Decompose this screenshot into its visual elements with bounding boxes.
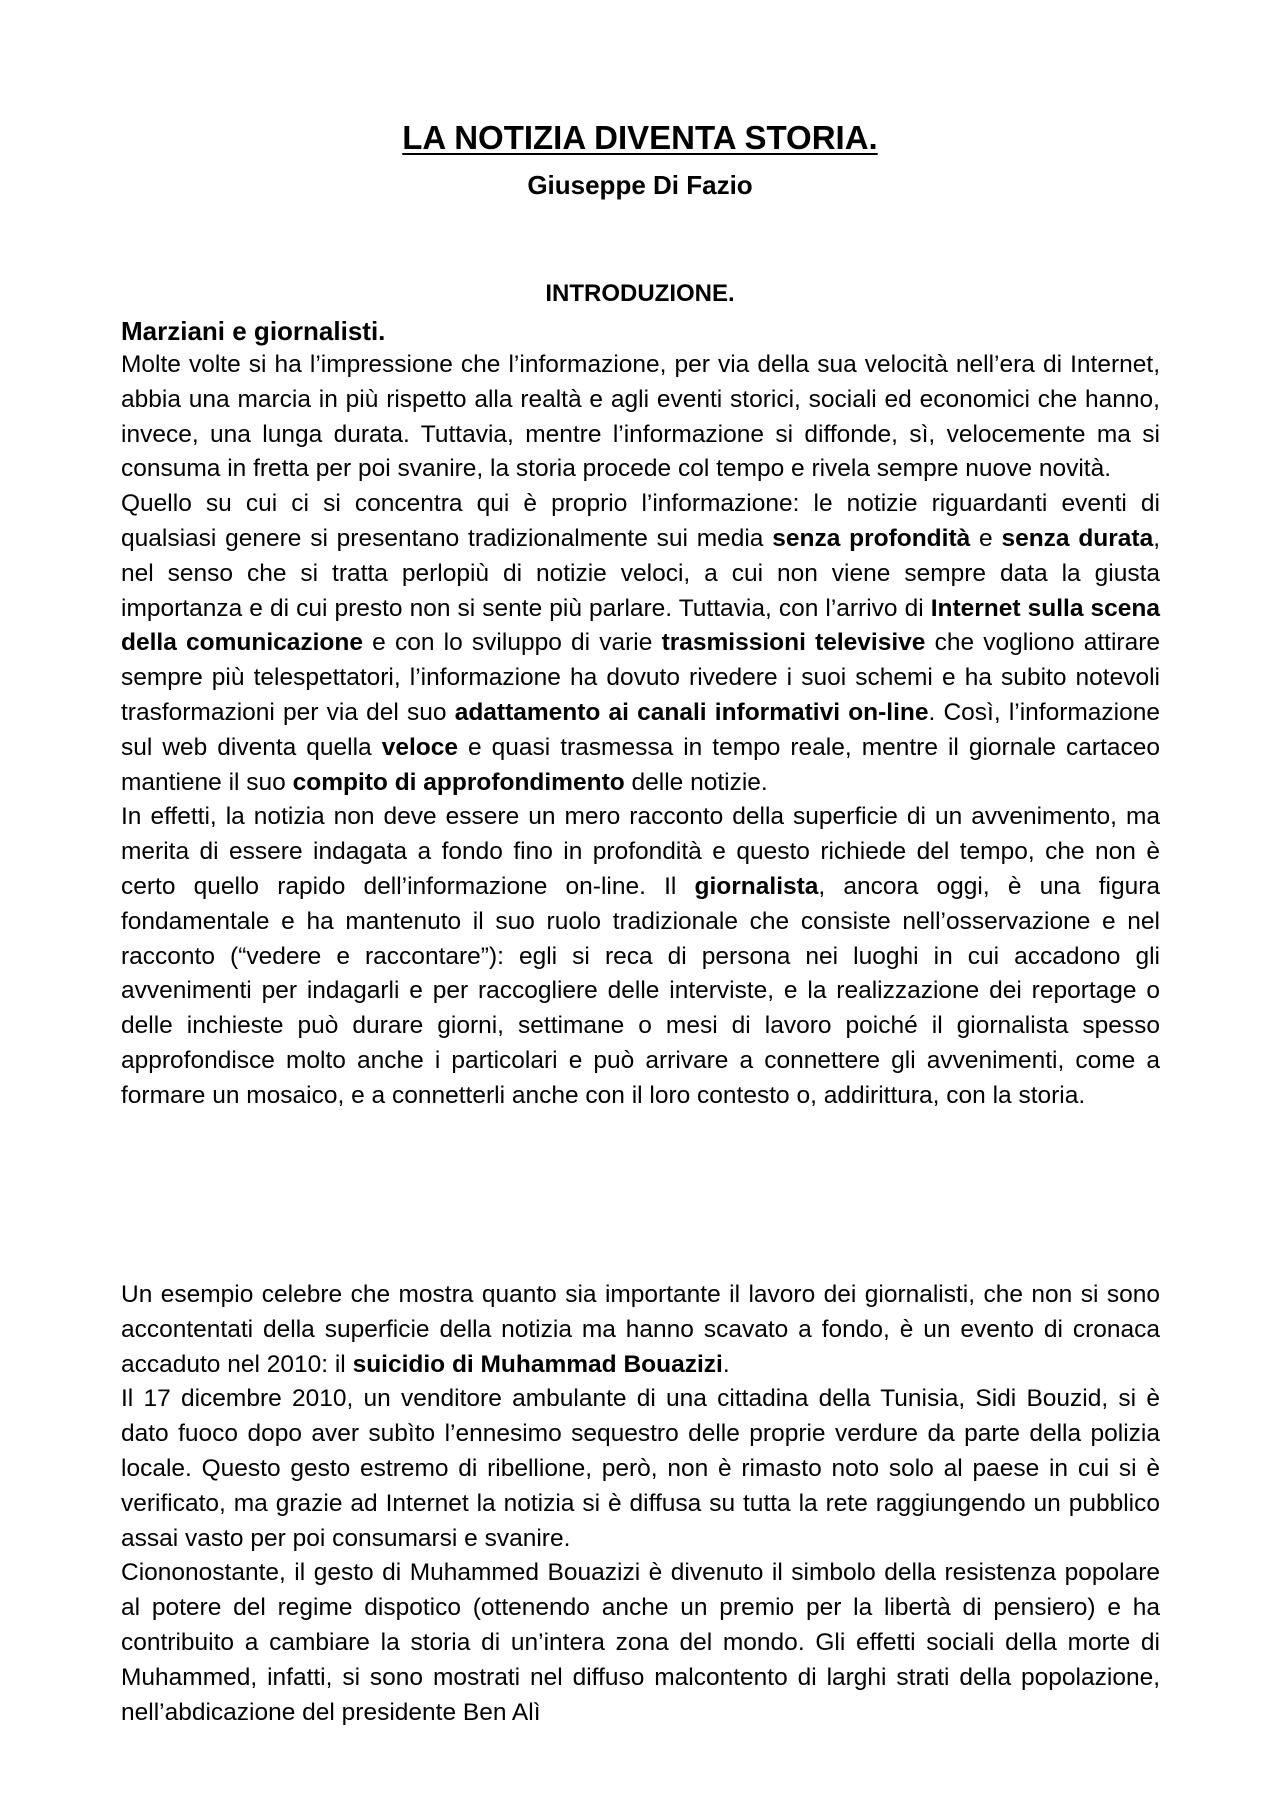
text-run: e con lo sviluppo di varie [363,629,662,657]
document-author: Giuseppe Di Fazio [527,170,753,200]
paragraph-6: Ciononostante, il gesto di Muhammed Bouazizi è divenuto il simbolo della resistenza popolare al potere del regime dispotico (ottenendo anche un premio per la libertà di pensiero) e ha contribuito a cambiare la storia di un’intera zona del mondo. Gli effetti sociali della morte di Muhammed, infatti, si sono mostrati nel diffuso malcontento di larghi strati della popolazione, nell’abdicazione del presidente Ben Alì [121,1559,1160,1726]
text-block-intro [121,348,1160,1114]
text-run: . [722,1350,730,1378]
paragraph-2 [121,487,1160,800]
bold-phrase: suicidio di Muhammad Bouazizi [352,1350,723,1378]
bold-phrase: Internet sulla scena della comunicazione [121,594,1160,657]
bold-phrase: adattamento ai canali informativi on-line [454,698,929,726]
paragraph-4 [121,1278,1160,1382]
bold-phrase: giornalista [694,872,819,900]
bold-phrase: senza durata [1001,524,1154,552]
bold-phrase: senza profondità [772,524,971,552]
text-run: Un esempio celebre che mostra quanto sia importante il lavoro dei giornalisti, che non si sono accontentati della superficie della notizia ma hanno scavato a fondo, è un evento di cronaca accaduto nel 2010: il [121,1281,1160,1378]
text-run: e [970,524,1002,552]
text-run: . Così, l’informazione sul web diventa quella [121,698,1160,761]
bold-phrase: veloce [381,733,458,761]
bold-phrase: compito di approfondimento [292,768,625,796]
text-run: e quasi trasmessa in tempo reale, mentre il giornale cartaceo mantiene il suo [121,733,1160,796]
paragraph-3 [121,800,1160,1113]
subheading: Marziani e giornalisti. [121,316,386,346]
text-run: In effetti, la notizia non deve essere un mero racconto della superficie di un avvenimento, ma merita di essere indagata a fondo fino in profondità e questo richiede del tempo, che non è certo quello rapido dell’informazione on-line. Il [121,803,1160,900]
paragraph-1: Molte volte si ha l’impressione che l’informazione, per via della sua velocità nell’era di Internet, abbia una marcia in più rispetto alla realtà e agli eventi storici, sociali ed economici che hanno, invece, una lunga durata. Tuttavia, mentre l’informazione si diffonde, sì, velocemente ma si consuma in fretta per poi svanire, la storia procede col tempo e rivela sempre nuove novità. [121,351,1160,483]
document-title: LA NOTIZIA DIVENTA STORIA. [402,119,878,156]
text-run: delle notizie. [624,768,768,796]
bold-phrase: trasmissioni televisive [661,629,926,657]
text-run: , ancora oggi, è una figura fondamentale e ha mantenuto il suo ruolo tradizionale che consiste nell’osservazione e nel racconto (“vedere e raccontare”): egli si reca di persona nei luoghi in cui accadono gli avvenimenti per indagarli e per raccogliere delle interviste, e la realizzazione dei reportage o delle inchieste può durare giorni, settimane o mesi di lavoro poiché il giornalista spesso approfondisce molto anche i particolari e può arrivare a connettere gli avvenimenti, come a formare un mosaico, e a connetterli anche con il loro contesto o, addirittura, con la storia. [121,872,1160,1109]
paragraph-5: Il 17 dicembre 2010, un venditore ambulante di una cittadina della Tunisia, Sidi Bouzid, si è dato fuoco dopo aver subìto l’ennesimo sequestro delle proprie verdure da parte della polizia locale. Questo gesto estremo di ribellione, però, non è rimasto noto solo al paese in cui si è verificato, ma grazie ad Internet la notizia si è diffusa su tutta la rete raggiungendo un pubblico assai vasto per poi consumarsi e svanire. [121,1385,1160,1552]
text-block-example [121,1278,1160,1730]
text-run: che vogliono attirare sempre più telespettatori, l’informazione ha dovuto rivedere i suoi schemi e ha subito notevoli trasformazioni per via del suo [121,629,1160,726]
text-run: Quello su cui ci si concentra qui è proprio l’informazione: le notizie riguardanti eventi di qualsiasi genere si presentano tradizionalmente sui media [121,490,1160,552]
section-heading: INTRODUZIONE. [545,280,735,307]
text-run: , nel senso che si tratta perlopiù di notizie veloci, a cui non viene sempre data la giusta importanza e di cui presto non si sente più parlare. Tuttavia, con l’arrivo di [121,524,1161,622]
